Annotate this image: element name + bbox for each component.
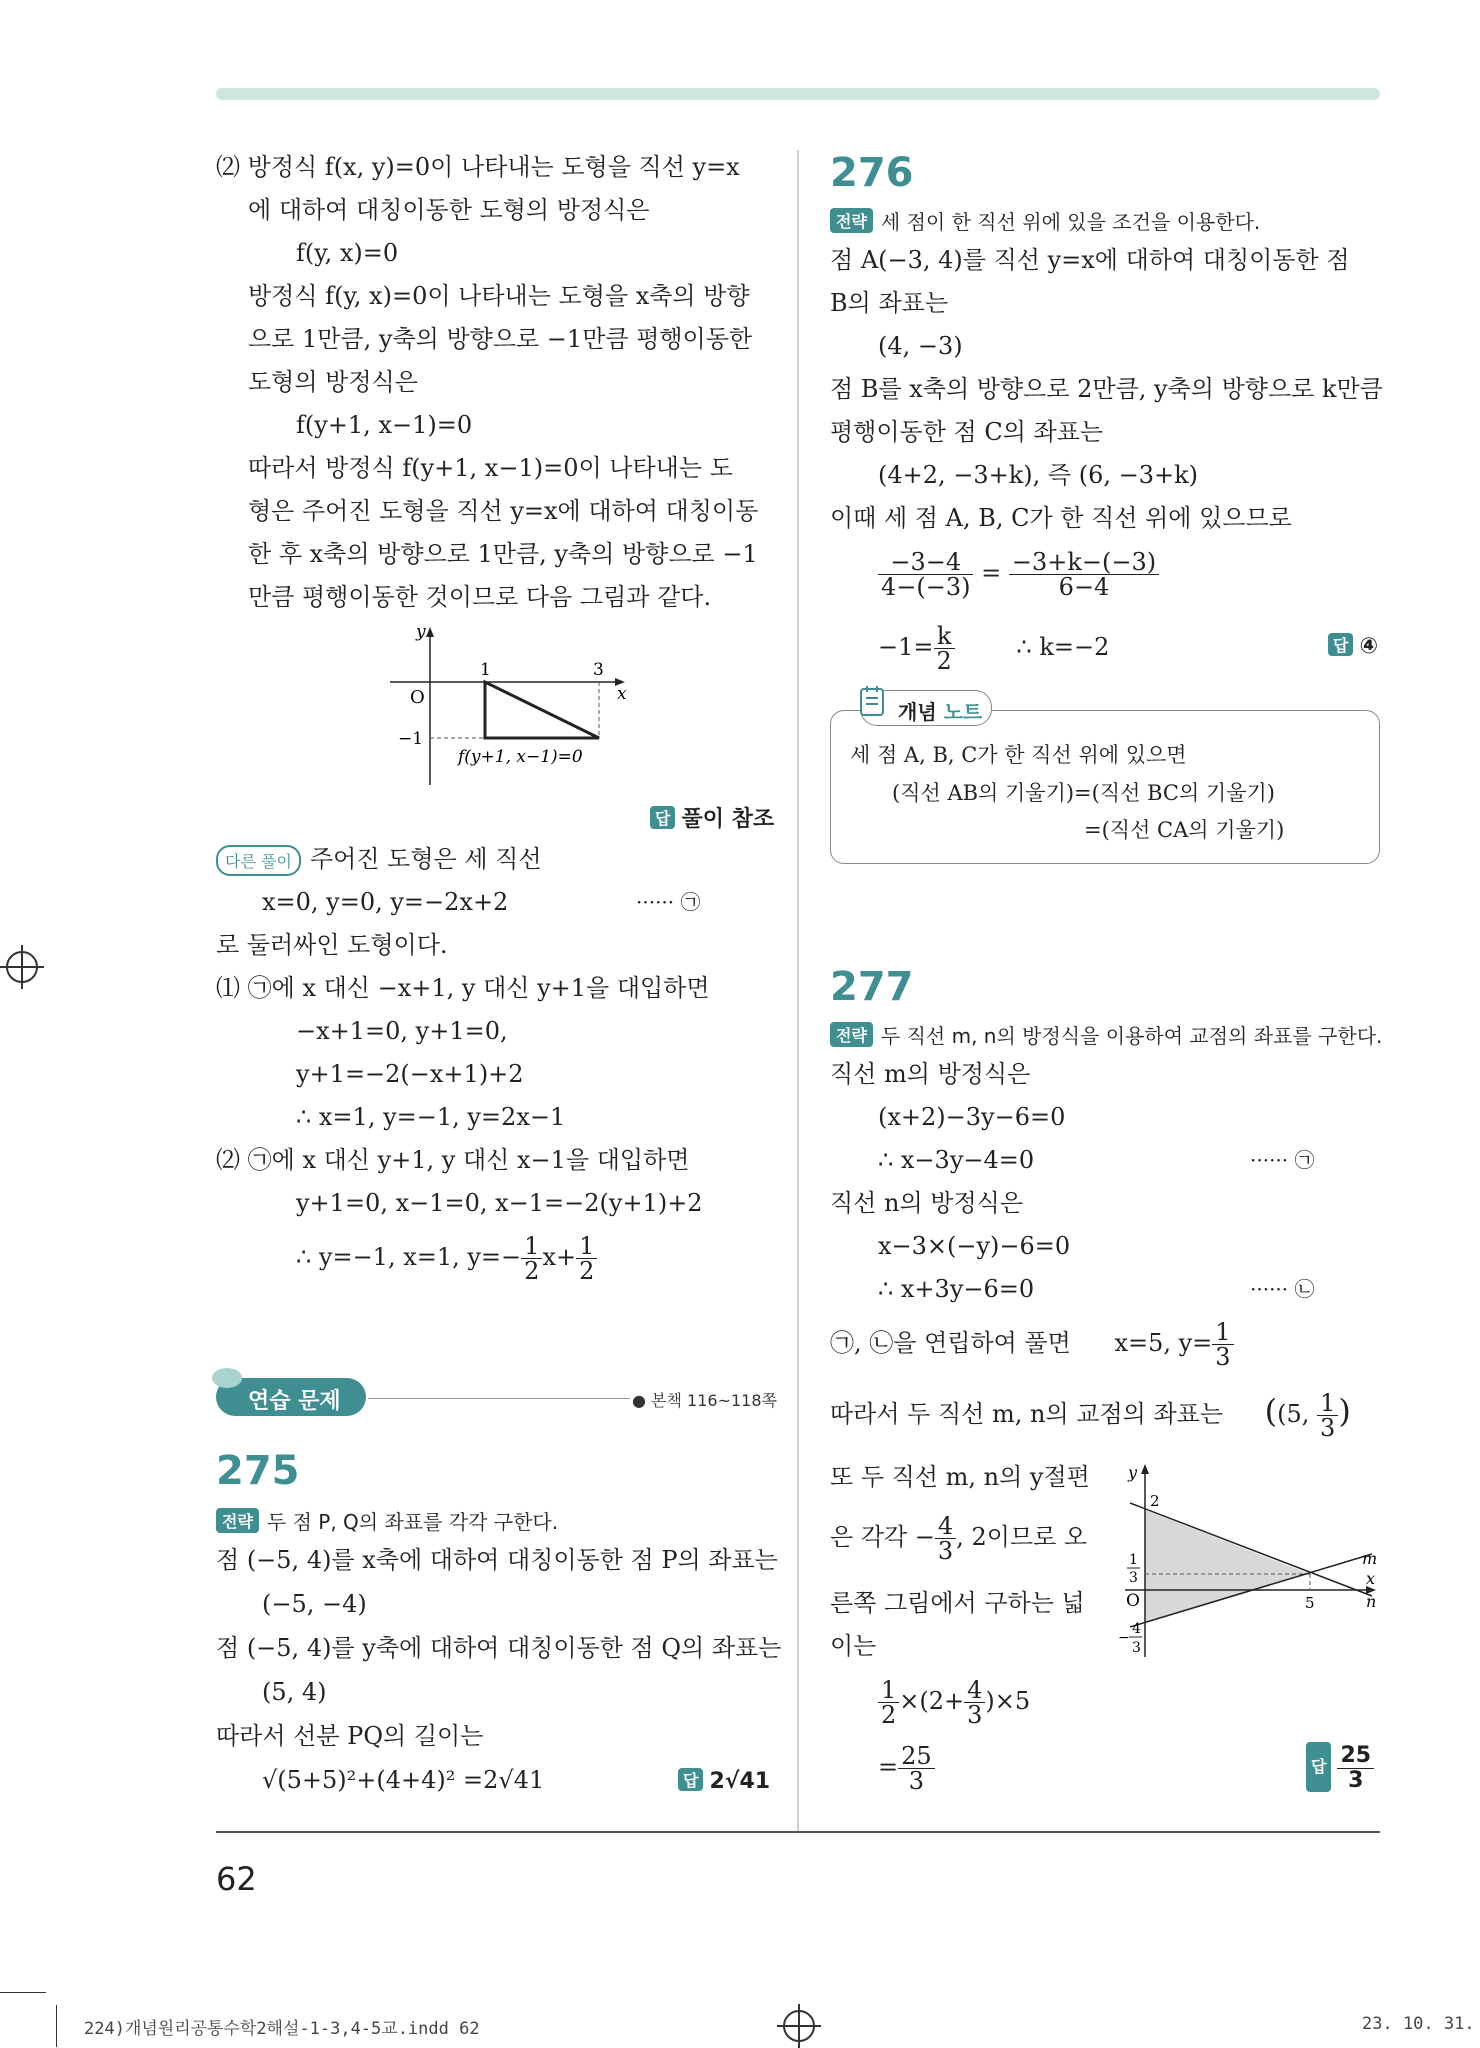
p277-area-b: )×5 <box>985 1687 1031 1715</box>
p277-line-10 <box>830 1512 1087 1563</box>
problem-275-number: 275 <box>216 1448 300 1494</box>
answer-1 <box>650 802 774 833</box>
p276-frac-k-num: k <box>934 624 955 649</box>
p277-l10-a: 은 각각 − <box>830 1523 935 1551</box>
p277-frac-pt <box>1317 1391 1338 1440</box>
p277-frac-half-num: 1 <box>878 1678 899 1703</box>
graph1-tick-3: 3 <box>593 660 604 680</box>
problem-277-tag: 전략 <box>830 1022 873 1047</box>
p277-frac-res-num: 25 <box>898 1744 935 1769</box>
alt-line-9: y+1=0, x−1=0, x−1=−2(y+1)+2 <box>296 1189 703 1217</box>
graph1-triangle <box>485 682 599 738</box>
p2-line-2: 에 대하여 대칭이동한 도형의 방정식은 <box>248 196 650 224</box>
problem-275-strategy-text: 두 점 P, Q의 좌표를 각각 구한다. <box>266 1510 559 1534</box>
graph1-origin: O <box>410 687 425 708</box>
graph2-shaded-region <box>1145 1510 1310 1623</box>
graph2-tick-5: 5 <box>1305 1594 1315 1612</box>
p277-lparen: ( <box>1264 1392 1278 1430</box>
answer-277-frac <box>1337 1744 1374 1793</box>
p277-l10-b: , 2이므로 오 <box>956 1523 1088 1551</box>
answer-277-num: 25 <box>1337 1744 1374 1769</box>
p276-line-6: (4+2, −3+k), 즉 (6, −3+k) <box>878 461 1199 489</box>
practice-label: 연습 문제 <box>248 1389 341 1414</box>
p277-area-expr <box>878 1676 1030 1727</box>
p276-line-3: (4, −3) <box>878 332 963 360</box>
concept-note-title-b: 노트 <box>943 700 983 724</box>
p277-line-9: 또 두 직선 m, n의 y절편 <box>830 1463 1090 1491</box>
p277-frac-pt-den: 3 <box>1320 1414 1336 1442</box>
p276-line-1: 점 A(−3, 4)를 직선 y=x에 대하여 대칭이동한 점 <box>830 246 1350 274</box>
p2-line-7: f(y+1, x−1)=0 <box>296 411 473 439</box>
p277-line-11: 른쪽 그림에서 구하는 넓 <box>830 1589 1085 1617</box>
crop-mark-h <box>0 1992 46 1993</box>
p277-line-4: 직선 n의 방정식은 <box>830 1189 1024 1217</box>
p276-frac-k <box>934 624 955 673</box>
alt-line-3: 로 둘러싸인 도형이다. <box>216 931 448 959</box>
answer-1-tag: 답 <box>650 806 675 829</box>
p277-line-12: 이는 <box>830 1632 877 1660</box>
p277-l8-a: 따라서 두 직선 m, n의 교점의 좌표는 <box>830 1400 1224 1428</box>
p277-line-5: x−3×(−y)−6=0 <box>878 1232 1071 1260</box>
graph1-tick-1: 1 <box>480 660 491 680</box>
alt-frac-1 <box>521 1234 542 1283</box>
p276-frac-1 <box>878 550 973 599</box>
p277-frac-13 <box>1212 1320 1233 1369</box>
graph1-y-label: y <box>416 625 426 642</box>
registration-mark-left <box>6 951 38 983</box>
p276-frac-1-den: 4−(−3) <box>881 573 971 601</box>
p2-line-3: f(y, x)=0 <box>296 239 399 267</box>
answer-276-tag: 답 <box>1328 633 1353 656</box>
alt-frac-1-den: 2 <box>524 1257 540 1285</box>
p277-mark-2: ······ ㉡ <box>1250 1277 1315 1301</box>
p277-line-7 <box>830 1318 1234 1369</box>
note-line-1: 세 점 A, B, C가 한 직선 위에 있으면 <box>850 743 1187 767</box>
p276-line-7: 이때 세 점 A, B, C가 한 직선 위에 있으므로 <box>830 504 1292 532</box>
alt-frac-2-num: 1 <box>576 1234 597 1259</box>
p277-line-8 <box>830 1386 1351 1440</box>
bottom-rule <box>216 1831 1380 1833</box>
graph2-tick-m43-num: 4 <box>1132 1621 1141 1637</box>
p277-l8-b: (5, <box>1277 1400 1318 1428</box>
answer-275-text: 2√41 <box>709 1769 771 1794</box>
graph2-tick-13-den: 3 <box>1129 1570 1138 1586</box>
alt-line-4: ⑴ ㉠에 x 대신 −x+1, y 대신 y+1을 대입하면 <box>216 974 710 1002</box>
footer-date: 23. 10. 31. <box>1362 2014 1475 2034</box>
p276-eq-sign: = <box>981 559 1002 587</box>
p277-frac-res <box>898 1744 935 1793</box>
top-bar <box>216 88 1380 100</box>
graph2-tick-13-num: 1 <box>1129 1552 1138 1568</box>
alt-frac-2-den: 2 <box>579 1257 595 1285</box>
p277-res-a: = <box>878 1753 899 1781</box>
p277-frac-area43 <box>964 1678 985 1727</box>
p2-line-8: 따라서 방정식 f(y+1, x−1)=0이 나타내는 도 <box>248 454 733 482</box>
footer-file: 224)개념원리공통수학2해설-1-3,4-5교.indd 62 <box>84 2019 480 2039</box>
column-divider <box>797 150 799 1832</box>
problem-276-number: 276 <box>830 150 914 196</box>
practice-badge-deco <box>212 1368 242 1388</box>
p276-frac-1-num: −3−4 <box>878 550 973 575</box>
p277-frac-43 <box>935 1514 956 1563</box>
p277-frac-13-num: 1 <box>1212 1320 1233 1345</box>
p2-line-9: 형은 주어진 도형을 직선 y=x에 대하여 대칭이동 <box>248 497 759 525</box>
p276-l9-a: −1= <box>878 633 934 661</box>
problem-277-strategy <box>830 1020 1382 1049</box>
practice-ref: ● 본책 116~118쪽 <box>632 1391 777 1410</box>
graph-1 <box>380 625 650 790</box>
p2-line-6: 도형의 방정식은 <box>248 368 418 396</box>
answer-277-den: 3 <box>1348 1767 1364 1793</box>
graph2-tick-m43-den: 3 <box>1132 1640 1141 1656</box>
answer-277 <box>1306 1742 1374 1793</box>
graph1-y-arrow <box>426 627 434 637</box>
answer-276-text: ④ <box>1359 634 1379 659</box>
p277-frac-half-den: 2 <box>881 1701 897 1729</box>
notepad-icon <box>858 684 888 718</box>
graph2-y-label: y <box>1128 1463 1138 1482</box>
alt-l10-a: ∴ y=−1, x=1, y=− <box>296 1243 522 1271</box>
graph1-x-label: x <box>617 684 627 704</box>
alt-l10-b: x+ <box>542 1243 577 1271</box>
p277-frac-half <box>878 1678 899 1727</box>
p277-frac-res-den: 3 <box>908 1767 925 1795</box>
p275-line-3: 점 (−5, 4)를 y축에 대하여 대칭이동한 점 Q의 좌표는 <box>216 1634 782 1662</box>
p276-line-9 <box>878 622 1109 673</box>
answer-277-tag: 답 <box>1306 1742 1331 1792</box>
answer-275 <box>678 1768 770 1794</box>
problem-276-strategy-text: 세 점이 한 직선 위에 있을 조건을 이용한다. <box>880 210 1261 234</box>
alt-solution-tag: 다른 풀이 <box>216 845 301 876</box>
graph2-tick-m43-sign: − <box>1118 1630 1130 1646</box>
concept-note-title-a: 개념 <box>898 700 937 724</box>
alt-line-10 <box>296 1232 597 1283</box>
problem-277-number: 277 <box>830 964 914 1010</box>
graph2-tick-2: 2 <box>1150 1492 1160 1510</box>
graph2-x-label: x <box>1366 1569 1376 1588</box>
problem-276-strategy <box>830 206 1260 235</box>
p2-line-4: 방정식 f(y, x)=0이 나타내는 도형을 x축의 방향 <box>248 282 750 310</box>
graph1-curve-label: f(y+1, x−1)=0 <box>458 747 583 767</box>
p2-line-5: 으로 1만큼, y축의 방향으로 −1만큼 평행이동한 <box>248 325 753 353</box>
p277-frac-area43-den: 3 <box>967 1701 983 1729</box>
p275-line-2: (−5, −4) <box>262 1590 367 1618</box>
note-line-2: (직선 AB의 기울기)=(직선 BC의 기울기) <box>892 781 1275 805</box>
p276-line-5: 평행이동한 점 C의 좌표는 <box>830 418 1104 446</box>
alt-frac-2 <box>576 1234 597 1283</box>
graph1-tick-m1: −1 <box>398 729 424 749</box>
p277-line-6: ∴ x+3y−6=0 <box>878 1275 1035 1303</box>
p277-l7-b: x=5, y= <box>1114 1329 1213 1357</box>
p276-frac-2-den: 6−4 <box>1058 573 1110 601</box>
p277-area-a: ×(2+ <box>899 1687 965 1715</box>
note-line-3: =(직선 CA의 기울기) <box>1084 818 1285 842</box>
p277-l7-a: ㉠, ㉡을 연립하여 풀면 <box>830 1329 1071 1357</box>
answer-276 <box>1328 633 1378 659</box>
alt-intro: 주어진 도형은 세 직선 <box>310 845 542 873</box>
p277-mark-1: ······ ㉠ <box>1250 1148 1315 1172</box>
p276-l9-b: ∴ k=−2 <box>1016 633 1110 661</box>
answer-1-text: 풀이 참조 <box>681 807 775 832</box>
answer-275-tag: 답 <box>678 1768 703 1791</box>
alt-line-5: −x+1=0, y+1=0, <box>296 1017 508 1045</box>
p277-frac-13-den: 3 <box>1215 1343 1231 1371</box>
registration-mark-bottom <box>783 2010 815 2042</box>
practice-rule <box>368 1398 630 1399</box>
p276-frac-k-den: 2 <box>936 647 952 675</box>
p275-line-6: √(5+5)²+(4+4)² =2√41 <box>262 1766 545 1794</box>
p277-area-result <box>878 1742 935 1793</box>
p276-frac-2-num: −3+k−(−3) <box>1009 550 1159 575</box>
graph-2 <box>1110 1462 1385 1662</box>
p275-line-4: (5, 4) <box>262 1678 327 1706</box>
p2-line-1: ⑵ 방정식 f(x, y)=0이 나타내는 도형을 직선 y=x <box>216 153 740 181</box>
p277-line-1: 직선 m의 방정식은 <box>830 1060 1031 1088</box>
p276-fraction-eq <box>878 548 1159 599</box>
graph2-n-label: n <box>1366 1592 1377 1611</box>
graph2-origin: O <box>1126 1591 1140 1611</box>
concept-note-title <box>898 696 982 725</box>
p277-line-3: ∴ x−3y−4=0 <box>878 1146 1035 1174</box>
p276-line-2: B의 좌표는 <box>830 289 949 317</box>
p276-frac-2 <box>1009 550 1159 599</box>
alt-line-7: ∴ x=1, y=−1, y=2x−1 <box>296 1103 566 1131</box>
p275-line-1: 점 (−5, 4)를 x축에 대하여 대칭이동한 점 P의 좌표는 <box>216 1546 778 1574</box>
alt-eq: x=0, y=0, y=−2x+2 <box>262 888 509 916</box>
p277-line-2: (x+2)−3y−6=0 <box>878 1103 1066 1131</box>
p2-line-10: 한 후 x축의 방향으로 1만큼, y축의 방향으로 −1 <box>248 540 758 568</box>
p275-line-5: 따라서 선분 PQ의 길이는 <box>216 1722 484 1750</box>
crop-mark-v <box>56 2005 57 2047</box>
graph2-m-label: m <box>1362 1549 1378 1568</box>
problem-277-strategy-text: 두 직선 m, n의 방정식을 이용하여 교점의 좌표를 구한다. <box>880 1024 1383 1048</box>
p277-frac-pt-num: 1 <box>1317 1391 1338 1416</box>
p277-frac-area43-num: 4 <box>964 1678 985 1703</box>
problem-275-strategy <box>216 1506 558 1535</box>
problem-275-tag: 전략 <box>216 1508 259 1533</box>
p277-frac-43-num: 4 <box>935 1514 956 1539</box>
alt-line-8: ⑵ ㉠에 x 대신 y+1, y 대신 x−1을 대입하면 <box>216 1146 690 1174</box>
alt-line-6: y+1=−2(−x+1)+2 <box>296 1060 524 1088</box>
p277-frac-43-den: 3 <box>937 1537 954 1565</box>
p277-rparen: ) <box>1338 1392 1351 1430</box>
alt-frac-1-num: 1 <box>521 1234 542 1259</box>
graph2-y-arrow <box>1141 1464 1149 1474</box>
p276-line-4: 점 B를 x축의 방향으로 2만큼, y축의 방향으로 k만큼 <box>830 375 1383 403</box>
problem-276-tag: 전략 <box>830 208 873 233</box>
p2-line-11: 만큼 평행이동한 것이므로 다음 그림과 같다. <box>248 583 712 611</box>
page-number: 62 <box>216 1860 257 1898</box>
alt-mark: ······ ㉠ <box>636 890 701 914</box>
